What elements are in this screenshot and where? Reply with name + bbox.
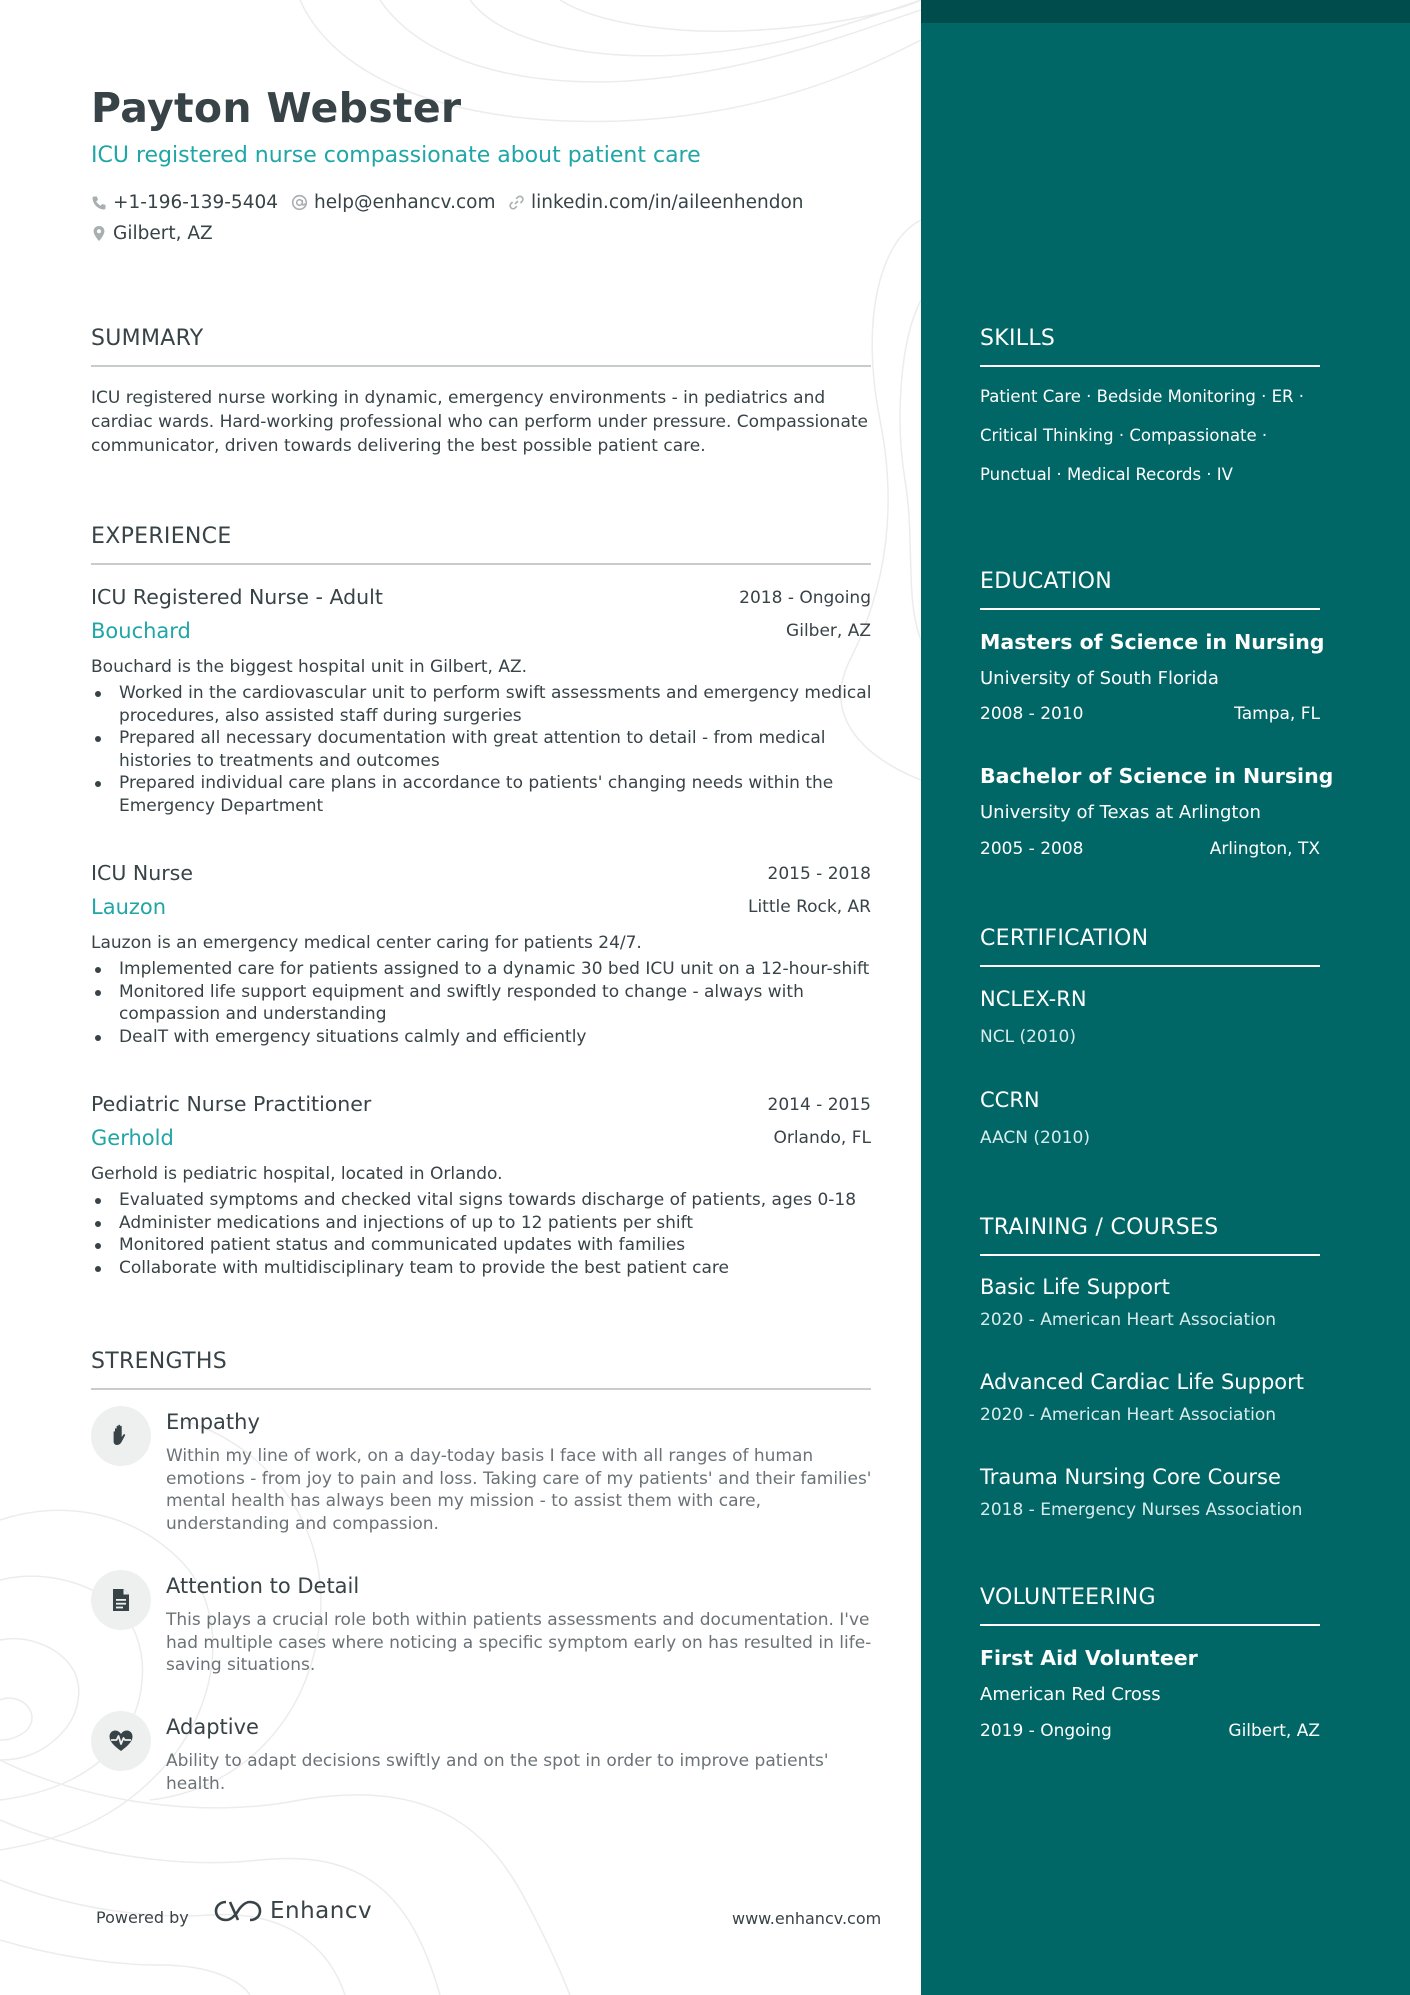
- sidebar: [921, 0, 1410, 1995]
- education-location: Tampa, FL: [1234, 704, 1320, 724]
- sidebar-top-bar: [921, 0, 1410, 23]
- job-bullet: Evaluated symptoms and checked vital signs towards discharge of patients, ages 0-18: [91, 1189, 881, 1212]
- training-heading: TRAINING / COURSES: [980, 1215, 1219, 1240]
- education-school: University of South Florida: [980, 668, 1219, 689]
- education-divider: [980, 608, 1320, 610]
- job-description: Lauzon is an emergency medical center caring for patients 24/7.: [91, 933, 642, 953]
- footer-powered-by: Powered by: [96, 1908, 189, 1927]
- strength-description: Within my line of work, on a day-today basis I face with all ranges of human emotions - from joy to pain and loss. Taking care of my patients' and their families' mental health has always been my mission - to assist them with care, understanding and compassion.: [166, 1446, 872, 1534]
- job-bullet: Prepared individual care plans in accordance to patients' changing needs within the Emergency Department: [91, 772, 881, 817]
- volunteer-date: 2019 - Ongoing: [980, 1721, 1112, 1741]
- job-bullet: Implemented care for patients assigned to a dynamic 30 bed ICU unit on a 12-hour-shift: [91, 958, 881, 981]
- job-bullets: [91, 682, 881, 817]
- job-bullets: [91, 958, 881, 1048]
- job-date: 2014 - 2015: [767, 1095, 871, 1115]
- skills-heading: SKILLS: [980, 326, 1056, 351]
- volunteer-organization: American Red Cross: [980, 1684, 1161, 1705]
- strength-description: This plays a crucial role both within patients assessments and documentation. I've had multiple cases where noticing a specific symptom early on has resulted in life-saving situations.: [166, 1610, 872, 1675]
- footer-url[interactable]: www.enhancv.com: [732, 1909, 882, 1928]
- certification-issuer: AACN (2010): [980, 1128, 1090, 1148]
- course-detail: 2020 - American Heart Association: [980, 1405, 1277, 1425]
- at-icon: [291, 194, 308, 211]
- job-company[interactable]: Gerhold: [91, 1126, 174, 1150]
- document-icon: [111, 1588, 131, 1612]
- contact-phone[interactable]: [91, 192, 278, 213]
- certification-name: CCRN: [980, 1088, 1040, 1112]
- certification-name: NCLEX-RN: [980, 987, 1087, 1011]
- education-school: University of Texas at Arlington: [980, 802, 1261, 823]
- strength-title: Adaptive: [166, 1715, 259, 1739]
- education-degree: Bachelor of Science in Nursing: [980, 764, 1334, 788]
- candidate-name: Payton Webster: [91, 84, 462, 132]
- experience-heading: EXPERIENCE: [91, 524, 232, 549]
- strength-description: Ability to adapt decisions swiftly and on the spot in order to improve patients' health.: [166, 1751, 829, 1794]
- strength-icon-badge: [91, 1570, 151, 1630]
- skills-line: Punctual · Medical Records · IV: [980, 465, 1233, 484]
- phone-icon: [91, 195, 107, 211]
- email-text: help@enhancv.com: [314, 192, 496, 213]
- experience-divider: [91, 563, 871, 565]
- volunteering-divider: [980, 1624, 1320, 1626]
- volunteer-role: First Aid Volunteer: [980, 1646, 1198, 1670]
- job-bullet: Administer medications and injections of up to 12 patients per shift: [91, 1212, 881, 1235]
- course-detail: 2018 - Emergency Nurses Association: [980, 1500, 1303, 1520]
- strengths-divider: [91, 1388, 871, 1390]
- linkedin-text: linkedin.com/in/aileenhendon: [531, 192, 804, 213]
- course-name: Advanced Cardiac Life Support: [980, 1370, 1304, 1394]
- volunteer-location: Gilbert, AZ: [1228, 1721, 1320, 1741]
- job-company[interactable]: Bouchard: [91, 619, 191, 643]
- course-detail: 2020 - American Heart Association: [980, 1310, 1277, 1330]
- course-name: Trauma Nursing Core Course: [980, 1465, 1281, 1489]
- location-text: Gilbert, AZ: [113, 223, 213, 244]
- contact-location: [91, 223, 213, 244]
- contact-email[interactable]: [291, 192, 495, 213]
- job-bullet: Monitored patient status and communicated updates with families: [91, 1234, 881, 1257]
- certification-heading: CERTIFICATION: [980, 926, 1149, 951]
- job-bullet: DealT with emergency situations calmly and efficiently: [91, 1026, 881, 1049]
- skills-line: Critical Thinking · Compassionate ·: [980, 426, 1268, 445]
- certification-divider: [980, 965, 1320, 967]
- job-title: ICU Nurse: [91, 861, 193, 885]
- summary-divider: [91, 365, 871, 367]
- phone-text: +1-196-139-5404: [113, 192, 279, 213]
- job-title: Pediatric Nurse Practitioner: [91, 1092, 372, 1116]
- education-heading: EDUCATION: [980, 569, 1113, 594]
- strengths-heading: STRENGTHS: [91, 1349, 227, 1374]
- heartbeat-icon: [108, 1729, 134, 1753]
- job-bullet: Worked in the cardiovascular unit to perform swift assessments and emergency medical procedures, also assisted staff during surgeries: [91, 682, 881, 727]
- job-title: ICU Registered Nurse - Adult: [91, 585, 383, 609]
- course-name: Basic Life Support: [980, 1275, 1170, 1299]
- training-divider: [980, 1254, 1320, 1256]
- job-description: Gerhold is pediatric hospital, located in Orlando.: [91, 1164, 503, 1184]
- contact-linkedin[interactable]: [508, 192, 804, 213]
- enhancv-logo-text: Enhancv: [270, 1898, 373, 1924]
- job-date: 2015 - 2018: [767, 864, 871, 884]
- strength-icon-badge: [91, 1711, 151, 1771]
- volunteering-heading: VOLUNTEERING: [980, 1585, 1156, 1610]
- job-location: Little Rock, AR: [747, 897, 871, 917]
- job-bullet: Monitored life support equipment and swiftly responded to change - always with compassion and understanding: [91, 981, 881, 1026]
- education-date: 2008 - 2010: [980, 704, 1084, 724]
- job-bullet: Prepared all necessary documentation with great attention to detail - from medical histories to treatments and outcomes: [91, 727, 881, 772]
- job-location: Gilber, AZ: [786, 621, 871, 641]
- skills-line: Patient Care · Bedside Monitoring · ER ·: [980, 387, 1304, 406]
- education-location: Arlington, TX: [1209, 839, 1320, 859]
- enhancv-logo[interactable]: [214, 1898, 372, 1924]
- education-date: 2005 - 2008: [980, 839, 1084, 859]
- summary-text: ICU registered nurse working in dynamic, emergency environments - in pediatrics and cardiac wards. Hard-working professional who can perform under pressure. Compassionate communicator, driven towards delivering the best possible patient care.: [91, 388, 868, 456]
- certification-issuer: NCL (2010): [980, 1027, 1076, 1047]
- summary-heading: SUMMARY: [91, 326, 204, 351]
- candidate-tagline: ICU registered nurse compassionate about patient care: [91, 143, 701, 168]
- job-company[interactable]: Lauzon: [91, 895, 167, 919]
- job-bullet: Collaborate with multidisciplinary team to provide the best patient care: [91, 1257, 881, 1280]
- enhancv-logo-icon: [214, 1898, 262, 1924]
- education-degree: Masters of Science in Nursing: [980, 630, 1325, 654]
- strength-title: Empathy: [166, 1410, 260, 1434]
- link-icon: [508, 194, 525, 211]
- job-bullets: [91, 1189, 881, 1279]
- strength-icon-badge: [91, 1406, 151, 1466]
- hand-icon: [109, 1423, 133, 1449]
- job-location: Orlando, FL: [773, 1128, 871, 1148]
- job-description: Bouchard is the biggest hospital unit in Gilbert, AZ.: [91, 657, 528, 677]
- location-pin-icon: [91, 225, 107, 242]
- job-date: 2018 - Ongoing: [739, 588, 871, 608]
- skills-divider: [980, 365, 1320, 367]
- strength-title: Attention to Detail: [166, 1574, 360, 1598]
